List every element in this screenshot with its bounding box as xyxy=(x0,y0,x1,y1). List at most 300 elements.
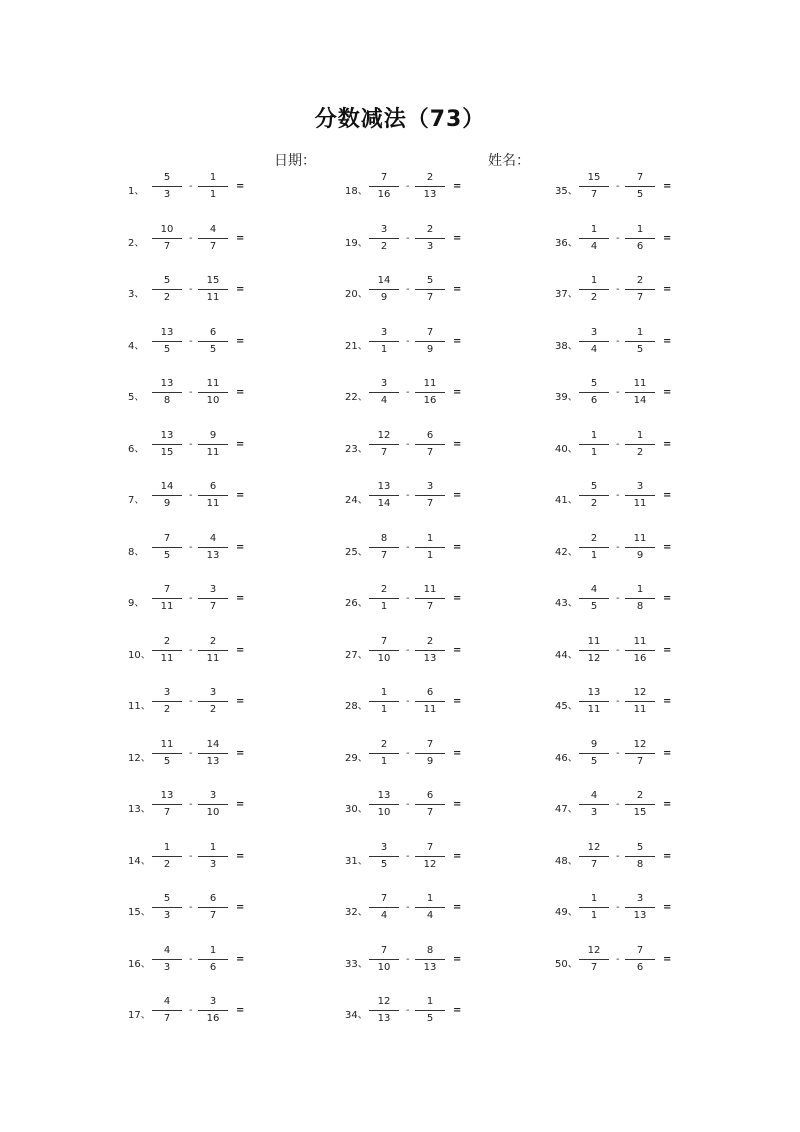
fraction-bar xyxy=(152,341,182,342)
fraction-bar xyxy=(579,598,609,599)
minuend-fraction xyxy=(156,376,178,408)
subtrahend-fraction xyxy=(629,737,651,769)
denominator: 3 xyxy=(163,910,171,921)
denominator: 7 xyxy=(426,292,434,303)
problem-item xyxy=(345,994,545,1034)
minus-sign: - xyxy=(189,490,193,501)
minus-sign: - xyxy=(406,850,410,862)
problem-number: 42、 xyxy=(555,546,578,558)
equals-sign: = xyxy=(453,696,462,707)
numerator: 1 xyxy=(426,532,434,544)
subtrahend-fraction xyxy=(202,737,224,769)
equals-sign: = xyxy=(663,696,672,707)
numerator: 4 xyxy=(590,584,598,595)
fraction-bar xyxy=(152,547,182,548)
equals-sign: = xyxy=(663,335,672,347)
problem-item xyxy=(345,531,545,571)
equals-sign: = xyxy=(453,593,462,604)
minus-sign: - xyxy=(616,593,620,604)
problem-number: 14、 xyxy=(128,855,151,867)
fraction-bar xyxy=(625,495,655,496)
subtrahend-fraction xyxy=(202,325,224,357)
minuend-fraction xyxy=(583,325,605,357)
equals-sign: = xyxy=(453,541,462,553)
numerator: 5 xyxy=(590,378,598,389)
numerator: 5 xyxy=(163,275,171,286)
problem-item xyxy=(128,325,328,365)
problem-number: 9、 xyxy=(128,598,145,609)
subtrahend-fraction xyxy=(629,479,651,511)
minus-sign: - xyxy=(616,850,620,862)
fraction-bar xyxy=(579,341,609,342)
minuend-fraction xyxy=(583,582,605,614)
problem-number: 8、 xyxy=(128,546,145,558)
numerator: 1 xyxy=(636,429,644,441)
numerator: 7 xyxy=(163,584,171,595)
fraction-bar xyxy=(152,238,182,239)
problem-number: 23、 xyxy=(345,443,368,455)
fraction-bar xyxy=(198,289,228,290)
fraction-bar xyxy=(152,959,182,960)
denominator: 3 xyxy=(163,189,171,200)
fraction-bar xyxy=(579,753,609,754)
equals-sign: = xyxy=(663,232,672,244)
minuend-fraction xyxy=(373,222,395,254)
denominator: 10 xyxy=(377,807,391,818)
numerator: 9 xyxy=(590,738,598,750)
minuend-fraction xyxy=(373,634,395,666)
subtrahend-fraction xyxy=(419,582,441,614)
fraction-bar xyxy=(369,547,399,548)
minus-sign: - xyxy=(189,232,193,244)
subtrahend-fraction xyxy=(202,943,224,975)
subtrahend-fraction xyxy=(629,788,651,820)
minus-sign: - xyxy=(616,953,620,965)
denominator: 3 xyxy=(590,807,598,818)
fraction-bar xyxy=(579,238,609,239)
fraction-bar xyxy=(579,907,609,908)
fraction-bar xyxy=(579,186,609,187)
denominator: 11 xyxy=(423,704,437,715)
problem-item xyxy=(555,222,755,262)
fraction-bar xyxy=(415,959,445,960)
subtrahend-fraction xyxy=(202,788,224,820)
problem-item xyxy=(128,634,328,674)
equals-sign: = xyxy=(453,902,462,913)
minus-sign: - xyxy=(616,181,620,192)
minuend-fraction xyxy=(583,685,605,717)
equals-sign: = xyxy=(236,438,245,450)
fraction-bar xyxy=(369,289,399,290)
fraction-bar xyxy=(369,701,399,702)
denominator: 16 xyxy=(633,652,647,664)
problem-number: 34、 xyxy=(345,1010,368,1021)
subtrahend-fraction xyxy=(419,840,441,872)
fraction-bar xyxy=(198,753,228,754)
denominator: 9 xyxy=(380,292,388,303)
problem-number: 24、 xyxy=(345,495,368,506)
problem-item xyxy=(345,634,545,674)
subtrahend-fraction xyxy=(202,994,224,1026)
minuend-fraction xyxy=(156,582,178,614)
minus-sign: - xyxy=(406,747,410,759)
problem-number: 11、 xyxy=(128,701,151,712)
minuend-fraction xyxy=(156,840,178,872)
fraction-bar xyxy=(415,444,445,445)
numerator: 11 xyxy=(633,532,647,544)
fraction-bar xyxy=(369,907,399,908)
subtrahend-fraction xyxy=(202,479,224,511)
fraction-bar xyxy=(152,598,182,599)
fraction-bar xyxy=(625,856,655,857)
problem-number: 21、 xyxy=(345,340,368,352)
denominator: 10 xyxy=(377,961,391,973)
numerator: 13 xyxy=(160,790,174,801)
denominator: 2 xyxy=(590,292,598,303)
fraction-bar xyxy=(415,598,445,599)
minus-sign: - xyxy=(406,490,410,501)
equals-sign: = xyxy=(663,541,672,553)
minuend-fraction xyxy=(583,222,605,254)
numerator: 6 xyxy=(209,481,217,492)
equals-sign: = xyxy=(453,181,462,192)
denominator: 4 xyxy=(426,910,434,921)
denominator: 10 xyxy=(377,652,391,664)
problem-number: 3、 xyxy=(128,289,145,300)
fraction-bar xyxy=(625,907,655,908)
problem-item xyxy=(555,376,755,416)
equals-sign: = xyxy=(236,696,245,707)
numerator: 3 xyxy=(590,326,598,338)
minuend-fraction xyxy=(583,273,605,305)
minus-sign: - xyxy=(189,593,193,604)
numerator: 2 xyxy=(636,275,644,286)
denominator: 1 xyxy=(380,755,388,767)
problem-item xyxy=(555,943,755,983)
denominator: 13 xyxy=(206,549,220,561)
problem-item xyxy=(345,222,545,262)
numerator: 14 xyxy=(377,275,391,286)
fraction-bar xyxy=(152,650,182,651)
subtrahend-fraction xyxy=(419,685,441,717)
problem-number: 26、 xyxy=(345,598,368,609)
denominator: 2 xyxy=(163,704,171,715)
minus-sign: - xyxy=(189,850,193,862)
problem-item xyxy=(555,531,755,571)
minuend-fraction xyxy=(373,170,395,202)
minus-sign: - xyxy=(616,541,620,553)
numerator: 12 xyxy=(377,429,391,441)
equals-sign: = xyxy=(236,902,245,913)
denominator: 7 xyxy=(426,601,434,612)
denominator: 14 xyxy=(377,498,391,509)
problem-item xyxy=(555,737,755,777)
numerator: 10 xyxy=(160,223,174,235)
equals-sign: = xyxy=(453,850,462,862)
numerator: 8 xyxy=(426,944,434,956)
numerator: 11 xyxy=(633,378,647,389)
problem-number: 32、 xyxy=(345,907,368,918)
minuend-fraction xyxy=(583,891,605,923)
fraction-bar xyxy=(369,804,399,805)
problem-item xyxy=(345,582,545,622)
denominator: 12 xyxy=(423,858,437,870)
numerator: 11 xyxy=(206,378,220,389)
fraction-bar xyxy=(369,856,399,857)
equals-sign: = xyxy=(663,284,672,295)
subtrahend-fraction xyxy=(419,531,441,563)
denominator: 2 xyxy=(209,704,217,715)
minus-sign: - xyxy=(616,696,620,707)
minus-sign: - xyxy=(189,387,193,398)
equals-sign: = xyxy=(236,747,245,759)
denominator: 2 xyxy=(380,240,388,252)
subtrahend-fraction xyxy=(202,170,224,202)
subtrahend-fraction xyxy=(629,325,651,357)
denominator: 1 xyxy=(590,549,598,561)
numerator: 3 xyxy=(380,841,388,853)
numerator: 1 xyxy=(426,996,434,1007)
problem-item xyxy=(345,840,545,880)
fraction-bar xyxy=(415,856,445,857)
equals-sign: = xyxy=(453,232,462,244)
minuend-fraction xyxy=(156,273,178,305)
equals-sign: = xyxy=(453,490,462,501)
fraction-bar xyxy=(152,753,182,754)
problem-number: 37、 xyxy=(555,289,578,300)
fraction-bar xyxy=(579,547,609,548)
fraction-bar xyxy=(579,959,609,960)
numerator: 13 xyxy=(377,790,391,801)
numerator: 7 xyxy=(426,841,434,853)
problem-item xyxy=(555,891,755,931)
denominator: 13 xyxy=(423,652,437,664)
subtrahend-fraction xyxy=(202,376,224,408)
fraction-bar xyxy=(369,186,399,187)
minuend-fraction xyxy=(373,479,395,511)
numerator: 7 xyxy=(426,326,434,338)
equals-sign: = xyxy=(236,541,245,553)
minuend-fraction xyxy=(156,943,178,975)
name-label: 姓名： xyxy=(488,153,530,169)
subtrahend-fraction xyxy=(202,891,224,923)
numerator: 15 xyxy=(587,172,601,183)
minuend-fraction xyxy=(156,737,178,769)
subtrahend-fraction xyxy=(202,840,224,872)
denominator: 2 xyxy=(163,858,171,870)
minus-sign: - xyxy=(189,902,193,913)
denominator: 7 xyxy=(590,858,598,870)
minus-sign: - xyxy=(616,490,620,501)
numerator: 13 xyxy=(160,429,174,441)
numerator: 1 xyxy=(590,275,598,286)
numerator: 1 xyxy=(590,223,598,235)
problem-number: 49、 xyxy=(555,907,578,918)
fraction-bar xyxy=(198,392,228,393)
denominator: 7 xyxy=(163,240,171,252)
subtrahend-fraction xyxy=(629,428,651,460)
problem-item xyxy=(128,428,328,468)
minus-sign: - xyxy=(189,181,193,192)
fraction-bar xyxy=(198,856,228,857)
fraction-bar xyxy=(369,495,399,496)
minus-sign: - xyxy=(616,232,620,244)
problem-number: 19、 xyxy=(345,237,368,249)
numerator: 11 xyxy=(423,584,437,595)
problem-number: 10、 xyxy=(128,649,151,661)
problem-item xyxy=(345,685,545,725)
subtrahend-fraction xyxy=(629,222,651,254)
denominator: 5 xyxy=(163,343,171,355)
subtrahend-fraction xyxy=(202,428,224,460)
numerator: 13 xyxy=(587,687,601,698)
equals-sign: = xyxy=(236,1005,245,1016)
numerator: 1 xyxy=(590,893,598,904)
problem-item xyxy=(555,582,755,622)
denominator: 3 xyxy=(163,961,171,973)
problem-item xyxy=(128,582,328,622)
fraction-bar xyxy=(369,238,399,239)
denominator: 4 xyxy=(590,240,598,252)
denominator: 7 xyxy=(590,961,598,973)
numerator: 2 xyxy=(636,790,644,801)
problem-number: 48、 xyxy=(555,855,578,867)
denominator: 4 xyxy=(590,343,598,355)
problem-number: 36、 xyxy=(555,237,578,249)
numerator: 12 xyxy=(587,841,601,853)
denominator: 1 xyxy=(590,910,598,921)
problem-number: 43、 xyxy=(555,598,578,609)
fraction-bar xyxy=(579,392,609,393)
fraction-bar xyxy=(152,856,182,857)
minuend-fraction xyxy=(583,943,605,975)
fraction-bar xyxy=(198,547,228,548)
problem-number: 4、 xyxy=(128,340,145,352)
numerator: 3 xyxy=(209,996,217,1007)
fraction-bar xyxy=(579,444,609,445)
fraction-bar xyxy=(579,289,609,290)
equals-sign: = xyxy=(453,438,462,450)
subtrahend-fraction xyxy=(419,170,441,202)
fraction-bar xyxy=(415,1010,445,1011)
subtrahend-fraction xyxy=(419,994,441,1026)
problem-number: 38、 xyxy=(555,340,578,352)
minuend-fraction xyxy=(373,428,395,460)
denominator: 7 xyxy=(426,807,434,818)
fraction-bar xyxy=(152,444,182,445)
numerator: 14 xyxy=(160,481,174,492)
subtrahend-fraction xyxy=(629,634,651,666)
fraction-bar xyxy=(579,495,609,496)
problem-item xyxy=(555,273,755,313)
numerator: 2 xyxy=(590,532,598,544)
equals-sign: = xyxy=(453,387,462,398)
fraction-bar xyxy=(415,289,445,290)
denominator: 11 xyxy=(633,704,647,715)
denominator: 9 xyxy=(426,755,434,767)
denominator: 13 xyxy=(377,1013,391,1024)
fraction-bar xyxy=(369,444,399,445)
problem-item xyxy=(128,531,328,571)
subtrahend-fraction xyxy=(629,943,651,975)
equals-sign: = xyxy=(453,284,462,295)
problem-number: 17、 xyxy=(128,1010,151,1021)
denominator: 8 xyxy=(636,858,644,870)
problem-number: 1、 xyxy=(128,186,145,197)
minuend-fraction xyxy=(156,428,178,460)
minus-sign: - xyxy=(406,953,410,965)
numerator: 4 xyxy=(209,223,217,235)
equals-sign: = xyxy=(236,490,245,501)
problem-item xyxy=(555,170,755,210)
minuend-fraction xyxy=(156,325,178,357)
equals-sign: = xyxy=(663,747,672,759)
numerator: 4 xyxy=(590,790,598,801)
minus-sign: - xyxy=(616,438,620,450)
denominator: 4 xyxy=(380,910,388,921)
denominator: 14 xyxy=(633,395,647,406)
numerator: 2 xyxy=(209,635,217,647)
minuend-fraction xyxy=(373,737,395,769)
equals-sign: = xyxy=(236,232,245,244)
denominator: 5 xyxy=(380,858,388,870)
minus-sign: - xyxy=(406,284,410,295)
minus-sign: - xyxy=(406,438,410,450)
numerator: 7 xyxy=(380,635,388,647)
denominator: 11 xyxy=(160,601,174,612)
fraction-bar xyxy=(415,392,445,393)
fraction-bar xyxy=(625,238,655,239)
denominator: 7 xyxy=(209,910,217,921)
numerator: 4 xyxy=(163,944,171,956)
numerator: 13 xyxy=(160,378,174,389)
numerator: 1 xyxy=(209,944,217,956)
numerator: 9 xyxy=(209,429,217,441)
problem-number: 45、 xyxy=(555,701,578,712)
numerator: 15 xyxy=(206,275,220,286)
denominator: 15 xyxy=(633,807,647,818)
minus-sign: - xyxy=(616,799,620,810)
numerator: 7 xyxy=(380,944,388,956)
problem-number: 12、 xyxy=(128,752,151,764)
fraction-bar xyxy=(369,341,399,342)
fraction-bar xyxy=(579,701,609,702)
denominator: 1 xyxy=(590,446,598,458)
subtrahend-fraction xyxy=(419,428,441,460)
minuend-fraction xyxy=(373,891,395,923)
denominator: 5 xyxy=(590,755,598,767)
fraction-bar xyxy=(369,1010,399,1011)
fraction-bar xyxy=(625,753,655,754)
denominator: 16 xyxy=(423,395,437,406)
problem-item xyxy=(345,737,545,777)
numerator: 6 xyxy=(209,326,217,338)
equals-sign: = xyxy=(236,335,245,347)
denominator: 5 xyxy=(163,755,171,767)
fraction-bar xyxy=(152,392,182,393)
fraction-bar xyxy=(369,959,399,960)
numerator: 2 xyxy=(380,584,388,595)
fraction-bar xyxy=(198,701,228,702)
minuend-fraction xyxy=(156,222,178,254)
minus-sign: - xyxy=(189,747,193,759)
minuend-fraction xyxy=(583,788,605,820)
denominator: 13 xyxy=(423,189,437,200)
minuend-fraction xyxy=(156,170,178,202)
fraction-bar xyxy=(579,804,609,805)
denominator: 1 xyxy=(209,189,217,200)
fraction-bar xyxy=(198,598,228,599)
